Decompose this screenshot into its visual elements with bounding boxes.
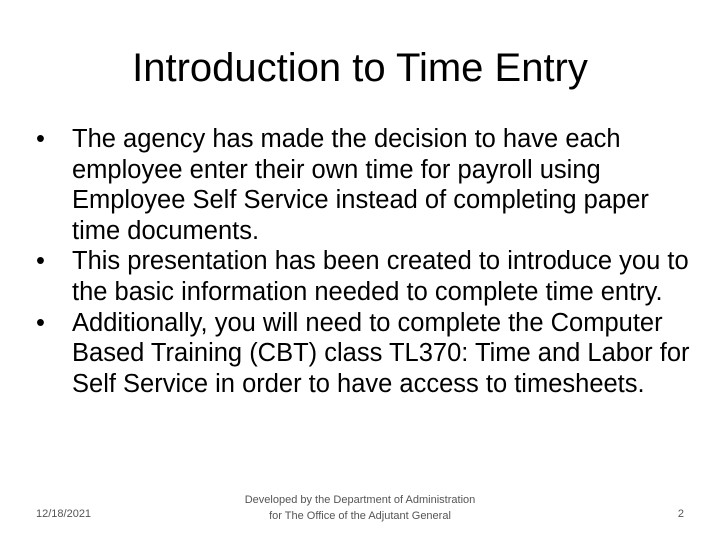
bullet-text: The agency has made the decision to have each employee enter their own time for payroll using Employee Self Service instead of completing paper time documents. [72, 125, 649, 245]
bullet-marker: • [36, 247, 45, 276]
bullet-list [36, 124, 696, 399]
slide-title: Introduction to Time Entry [132, 46, 588, 90]
footer-center-text: Developed by the Department of Administration for The Office of the Adjutant General [244, 494, 476, 522]
bullet-marker: • [36, 125, 45, 153]
footer-date: 12/18/2021 [36, 508, 92, 520]
footer-page-number: 2 [677, 508, 684, 520]
bullet-text: Additionally, you will need to complete the Computer Based Training (CBT) class TL370: Time and Labor for Self Service in order to have access to timesheets. [72, 308, 690, 398]
bullet-item [36, 124, 696, 246]
bullet-item [36, 246, 696, 307]
bullet-text: This presentation has been created to introduce you to the basic information needed to complete time entry. [72, 247, 689, 306]
bullet-item [36, 308, 696, 400]
bullet-marker: • [36, 308, 45, 337]
